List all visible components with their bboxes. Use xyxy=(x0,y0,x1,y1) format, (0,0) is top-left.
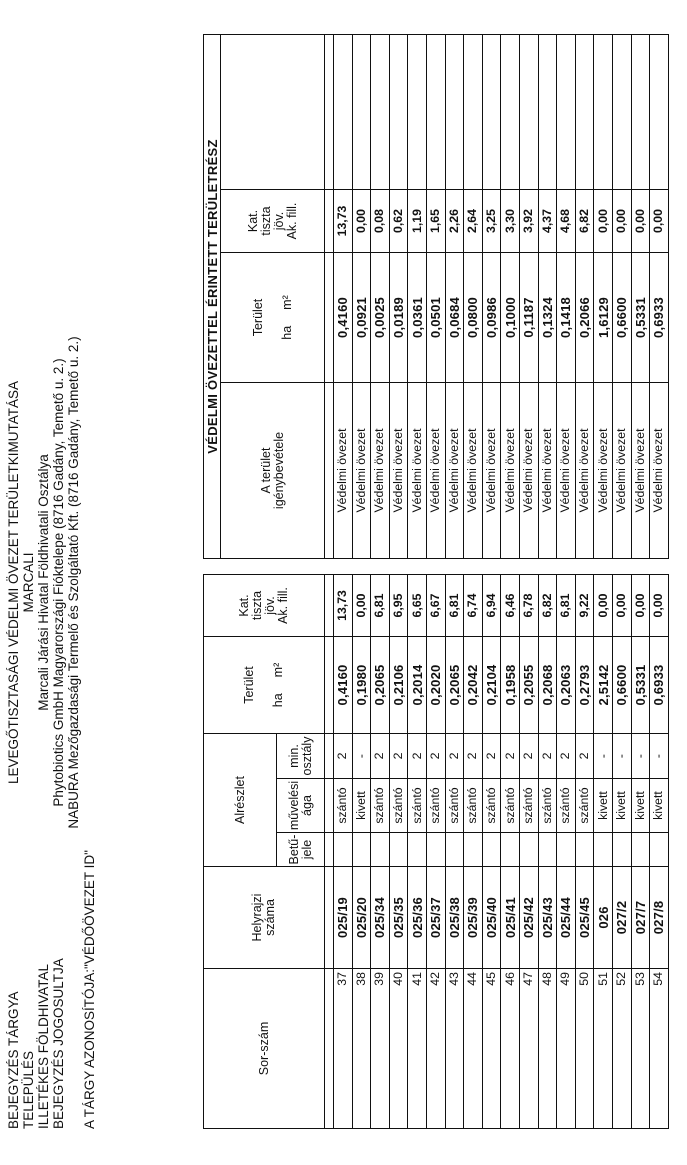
cell-muvelesi-aga: kivett xyxy=(352,779,371,833)
cell-v-kat-tiszta: 0,62 xyxy=(389,190,408,253)
cell-muvelesi-aga: szántó xyxy=(389,779,408,833)
cell-kat-tiszta: 13,73 xyxy=(334,575,353,637)
cell-terulet: 0,6600 xyxy=(612,637,631,734)
cell-gap xyxy=(594,559,613,575)
cell-sor-szam: 42 xyxy=(426,969,445,1129)
table-row xyxy=(334,34,353,1128)
cell-min-osztaly: 2 xyxy=(538,734,557,779)
cell-gap xyxy=(612,559,631,575)
spacer-row xyxy=(325,34,334,1128)
cell-v-terulet: 0,6600 xyxy=(612,253,631,383)
cell-v-kat-tiszta: 6,82 xyxy=(575,190,594,253)
cell-gap xyxy=(334,559,353,575)
table-row xyxy=(464,34,483,1128)
cell-kat-tiszta: 6,67 xyxy=(426,575,445,637)
cell-muvelesi-aga: szántó xyxy=(445,779,464,833)
cell-v-empty xyxy=(408,34,427,189)
cell-terulet: 0,2106 xyxy=(389,637,408,734)
cell-v-terulet: 0,0189 xyxy=(389,253,408,383)
cell-min-osztaly: - xyxy=(650,734,669,779)
cell-igenybevetel: Védelmi övezet xyxy=(575,383,594,559)
cell-min-osztaly: 2 xyxy=(575,734,594,779)
table-row xyxy=(408,34,427,1128)
cell-v-empty xyxy=(575,34,594,189)
cell-min-osztaly: 2 xyxy=(557,734,576,779)
cell-min-osztaly: - xyxy=(352,734,371,779)
cell-muvelesi-aga: kivett xyxy=(650,779,669,833)
cell-helyrajzi: 025/40 xyxy=(482,867,501,969)
cell-kat-tiszta: 6,81 xyxy=(371,575,390,637)
cell-betujele xyxy=(371,833,390,867)
cell-sor-szam: 52 xyxy=(612,969,631,1129)
cell-kat-tiszta: 9,22 xyxy=(575,575,594,637)
cell-min-osztaly: 2 xyxy=(334,734,353,779)
cell-betujele xyxy=(594,833,613,867)
cell-min-osztaly: 2 xyxy=(464,734,483,779)
table-row xyxy=(501,34,520,1128)
cell-sor-szam: 47 xyxy=(519,969,538,1129)
cell-kat-tiszta: 6,94 xyxy=(482,575,501,637)
cell-v-empty xyxy=(426,34,445,189)
cell-betujele xyxy=(426,833,445,867)
cell-muvelesi-aga: szántó xyxy=(557,779,576,833)
cell-terulet: 0,2042 xyxy=(464,637,483,734)
cell-helyrajzi: 025/35 xyxy=(389,867,408,969)
cell-v-terulet: 0,1324 xyxy=(538,253,557,383)
cell-igenybevetel: Védelmi övezet xyxy=(557,383,576,559)
cell-min-osztaly: - xyxy=(594,734,613,779)
cell-v-terulet: 0,1418 xyxy=(557,253,576,383)
cell-helyrajzi: 025/43 xyxy=(538,867,557,969)
cell-helyrajzi: 026 xyxy=(594,867,613,969)
cell-terulet: 0,2104 xyxy=(482,637,501,734)
cell-v-kat-tiszta: 3,25 xyxy=(482,190,501,253)
cell-v-kat-tiszta: 4,37 xyxy=(538,190,557,253)
cell-v-empty xyxy=(389,34,408,189)
table-row xyxy=(575,34,594,1128)
cell-igenybevetel: Védelmi övezet xyxy=(445,383,464,559)
cell-betujele xyxy=(538,833,557,867)
cell-betujele xyxy=(445,833,464,867)
cell-v-terulet: 0,0025 xyxy=(371,253,390,383)
cell-muvelesi-aga: szántó xyxy=(426,779,445,833)
cell-kat-tiszta: 0,00 xyxy=(650,575,669,637)
header-sor-szam: Sor-szám xyxy=(204,969,325,1129)
cell-v-empty xyxy=(594,34,613,189)
cell-v-empty xyxy=(650,34,669,189)
cell-helyrajzi: 025/45 xyxy=(575,867,594,969)
cell-helyrajzi: 025/44 xyxy=(557,867,576,969)
cell-igenybevetel: Védelmi övezet xyxy=(650,383,669,559)
table-row xyxy=(538,34,557,1128)
cell-igenybevetel: Védelmi övezet xyxy=(538,383,557,559)
cell-gap xyxy=(557,559,576,575)
cell-helyrajzi: 025/37 xyxy=(426,867,445,969)
header-muvelesi-aga: művelési ága xyxy=(277,779,325,833)
cell-min-osztaly: 2 xyxy=(371,734,390,779)
label-telepules: TELEPÜLÉS xyxy=(21,1050,36,1129)
cell-sor-szam: 50 xyxy=(575,969,594,1129)
cell-terulet: 0,1980 xyxy=(352,637,371,734)
cell-igenybevetel: Védelmi övezet xyxy=(408,383,427,559)
cell-kat-tiszta: 0,00 xyxy=(612,575,631,637)
cell-muvelesi-aga: szántó xyxy=(371,779,390,833)
cell-sor-szam: 48 xyxy=(538,969,557,1129)
header-kat-tiszta: Kat. tiszta jöv. Ak. fill. xyxy=(204,575,325,637)
cell-terulet: 0,5331 xyxy=(631,637,650,734)
cell-v-terulet: 0,2066 xyxy=(575,253,594,383)
table-row xyxy=(557,34,576,1128)
cell-betujele xyxy=(575,833,594,867)
cell-sor-szam: 40 xyxy=(389,969,408,1129)
cell-betujele xyxy=(334,833,353,867)
cell-gap xyxy=(650,559,669,575)
cell-igenybevetel: Védelmi övezet xyxy=(352,383,371,559)
cell-v-kat-tiszta: 3,92 xyxy=(519,190,538,253)
header-min-osztaly: min. osztály xyxy=(277,734,325,779)
cell-betujele xyxy=(612,833,631,867)
cell-v-kat-tiszta: 3,30 xyxy=(501,190,520,253)
cell-v-kat-tiszta: 0,00 xyxy=(612,190,631,253)
cell-v-terulet: 0,0361 xyxy=(408,253,427,383)
cell-terulet: 0,2020 xyxy=(426,637,445,734)
holder-value-1: Phytobiotics GmbH Magyarországi Fióktelepe (8716 Gadány, Temető u. 2.) xyxy=(51,358,66,807)
header-vedelmi-group: VÉDELMI ÖVEZETTEL ÉRINTETT TERÜLETRÉSZ xyxy=(204,34,221,558)
label-targya: BEJEGYZÉS TÁRGYA xyxy=(6,991,21,1129)
cell-kat-tiszta: 0,00 xyxy=(631,575,650,637)
cell-helyrajzi: 025/42 xyxy=(519,867,538,969)
cell-min-osztaly: 2 xyxy=(501,734,520,779)
cell-igenybevetel: Védelmi övezet xyxy=(631,383,650,559)
cell-sor-szam: 38 xyxy=(352,969,371,1129)
cell-helyrajzi: 025/39 xyxy=(464,867,483,969)
table-row xyxy=(594,34,613,1128)
cell-min-osztaly: 2 xyxy=(426,734,445,779)
cell-helyrajzi: 025/34 xyxy=(371,867,390,969)
table-row xyxy=(650,34,669,1128)
cell-v-terulet: 0,0501 xyxy=(426,253,445,383)
cell-muvelesi-aga: szántó xyxy=(519,779,538,833)
cell-muvelesi-aga: kivett xyxy=(631,779,650,833)
cell-igenybevetel: Védelmi övezet xyxy=(426,383,445,559)
cell-sor-szam: 39 xyxy=(371,969,390,1129)
cell-sor-szam: 46 xyxy=(501,969,520,1129)
table-row xyxy=(352,34,371,1128)
cell-igenybevetel: Védelmi övezet xyxy=(501,383,520,559)
cell-betujele xyxy=(631,833,650,867)
cell-helyrajzi: 027/2 xyxy=(612,867,631,969)
cell-gap xyxy=(538,559,557,575)
cell-kat-tiszta: 0,00 xyxy=(594,575,613,637)
cell-min-osztaly: 2 xyxy=(482,734,501,779)
table-row xyxy=(371,34,390,1128)
cell-gap xyxy=(426,559,445,575)
cell-v-empty xyxy=(538,34,557,189)
cell-v-kat-tiszta: 1,65 xyxy=(426,190,445,253)
cell-sor-szam: 41 xyxy=(408,969,427,1129)
cell-min-osztaly: - xyxy=(612,734,631,779)
cell-v-terulet: 0,0684 xyxy=(445,253,464,383)
cell-betujele xyxy=(408,833,427,867)
cell-min-osztaly: 2 xyxy=(389,734,408,779)
cell-igenybevetel: Védelmi övezet xyxy=(519,383,538,559)
cell-terulet: 2,5142 xyxy=(594,637,613,734)
cell-v-kat-tiszta: 0,00 xyxy=(352,190,371,253)
cell-min-osztaly: 2 xyxy=(519,734,538,779)
header-betujele: Betű- jele xyxy=(277,833,325,867)
cell-v-empty xyxy=(445,34,464,189)
object-identifier: A TÁRGY AZONOSÍTÓJA:"VÉDŐÖVEZET ID" xyxy=(82,850,97,1129)
label-foldhivatal: ILLETÉKES FÖLDHIVATAL xyxy=(36,963,51,1129)
cell-kat-tiszta: 6,46 xyxy=(501,575,520,637)
cell-betujele xyxy=(557,833,576,867)
cell-terulet: 0,2068 xyxy=(538,637,557,734)
cell-kat-tiszta: 6,74 xyxy=(464,575,483,637)
cell-gap xyxy=(464,559,483,575)
table-row xyxy=(389,34,408,1128)
header-v-kat-tiszta: Kat. tiszta jöv. Ak. fill. xyxy=(221,190,325,253)
cell-muvelesi-aga: kivett xyxy=(594,779,613,833)
cell-v-kat-tiszta: 0,08 xyxy=(371,190,390,253)
cell-v-kat-tiszta: 13,73 xyxy=(334,190,353,253)
label-jogosult: BEJEGYZÉS JOGOSULTJA xyxy=(51,958,66,1129)
cell-v-terulet: 0,0921 xyxy=(352,253,371,383)
cell-helyrajzi: 027/8 xyxy=(650,867,669,969)
cell-gap xyxy=(575,559,594,575)
cell-min-osztaly: 2 xyxy=(445,734,464,779)
cell-min-osztaly: - xyxy=(631,734,650,779)
cell-helyrajzi: 025/41 xyxy=(501,867,520,969)
cell-helyrajzi: 025/20 xyxy=(352,867,371,969)
holder-value-2: NABURA Mezőgazdasági Termelő és Szolgáltató Kft. (8716 Gadány, Temető u. 2.) xyxy=(66,336,81,829)
cell-v-kat-tiszta: 1,19 xyxy=(408,190,427,253)
cell-muvelesi-aga: szántó xyxy=(538,779,557,833)
table-row xyxy=(445,34,464,1128)
cell-betujele xyxy=(464,833,483,867)
cell-helyrajzi: 027/7 xyxy=(631,867,650,969)
cell-sor-szam: 53 xyxy=(631,969,650,1129)
cell-betujele xyxy=(519,833,538,867)
cell-sor-szam: 51 xyxy=(594,969,613,1129)
header-gap xyxy=(204,559,325,575)
cell-v-terulet: 0,0986 xyxy=(482,253,501,383)
header-v-empty xyxy=(221,34,325,189)
cell-betujele xyxy=(482,833,501,867)
cell-v-empty xyxy=(501,34,520,189)
cell-helyrajzi: 025/19 xyxy=(334,867,353,969)
cell-muvelesi-aga: szántó xyxy=(575,779,594,833)
cell-betujele xyxy=(389,833,408,867)
cell-igenybevetel: Védelmi övezet xyxy=(334,383,353,559)
cell-gap xyxy=(389,559,408,575)
cell-terulet: 0,2014 xyxy=(408,637,427,734)
land-office-value: Marcali Járási Hivatal Földhivatali Osztálya xyxy=(36,454,51,711)
cell-betujele xyxy=(650,833,669,867)
cell-terulet: 0,2065 xyxy=(371,637,390,734)
cell-muvelesi-aga: szántó xyxy=(464,779,483,833)
cell-v-empty xyxy=(334,34,353,189)
cell-kat-tiszta: 6,95 xyxy=(389,575,408,637)
cell-helyrajzi: 025/38 xyxy=(445,867,464,969)
cell-v-kat-tiszta: 0,00 xyxy=(631,190,650,253)
cell-kat-tiszta: 0,00 xyxy=(352,575,371,637)
cell-v-terulet: 0,6933 xyxy=(650,253,669,383)
cell-terulet: 0,2065 xyxy=(445,637,464,734)
settlement-value: MARCALI xyxy=(21,552,36,613)
cell-v-kat-tiszta: 0,00 xyxy=(594,190,613,253)
cell-muvelesi-aga: szántó xyxy=(334,779,353,833)
header-helyrajzi: Helyrajzi száma xyxy=(204,867,325,969)
cell-gap xyxy=(501,559,520,575)
cell-igenybevetel: Védelmi övezet xyxy=(482,383,501,559)
table-row xyxy=(631,34,650,1128)
document-title: LEVEGŐTISZTASÁGI VÉDELMI ÖVEZET TERÜLETKIMUTATÁSA xyxy=(6,380,21,785)
cell-kat-tiszta: 6,81 xyxy=(557,575,576,637)
cell-sor-szam: 43 xyxy=(445,969,464,1129)
cell-v-empty xyxy=(371,34,390,189)
cell-gap xyxy=(445,559,464,575)
header-terulet: Terület ham² xyxy=(204,637,325,734)
cell-v-empty xyxy=(482,34,501,189)
cell-kat-tiszta: 6,78 xyxy=(519,575,538,637)
cell-gap xyxy=(631,559,650,575)
cell-v-terulet: 0,4160 xyxy=(334,253,353,383)
cell-v-empty xyxy=(464,34,483,189)
cell-v-empty xyxy=(557,34,576,189)
cell-v-kat-tiszta: 0,00 xyxy=(650,190,669,253)
cell-kat-tiszta: 6,65 xyxy=(408,575,427,637)
cell-muvelesi-aga: szántó xyxy=(482,779,501,833)
header-v-terulet: Terület ham² xyxy=(221,253,325,383)
cell-gap xyxy=(371,559,390,575)
cell-terulet: 0,2063 xyxy=(557,637,576,734)
cell-gap xyxy=(519,559,538,575)
table-row xyxy=(612,34,631,1128)
cell-terulet: 0,1958 xyxy=(501,637,520,734)
cell-gap xyxy=(408,559,427,575)
cell-kat-tiszta: 6,82 xyxy=(538,575,557,637)
cell-v-kat-tiszta: 2,64 xyxy=(464,190,483,253)
cell-v-kat-tiszta: 4,68 xyxy=(557,190,576,253)
table-row xyxy=(519,34,538,1128)
cell-sor-szam: 37 xyxy=(334,969,353,1129)
cell-betujele xyxy=(352,833,371,867)
cell-v-empty xyxy=(612,34,631,189)
cell-sor-szam: 44 xyxy=(464,969,483,1129)
cell-kat-tiszta: 6,81 xyxy=(445,575,464,637)
cell-betujele xyxy=(501,833,520,867)
cell-igenybevetel: Védelmi övezet xyxy=(371,383,390,559)
cell-igenybevetel: Védelmi övezet xyxy=(389,383,408,559)
cell-igenybevetel: Védelmi övezet xyxy=(612,383,631,559)
cell-v-kat-tiszta: 2,26 xyxy=(445,190,464,253)
cell-min-osztaly: 2 xyxy=(408,734,427,779)
cell-v-empty xyxy=(519,34,538,189)
cell-gap xyxy=(482,559,501,575)
cell-v-terulet: 0,0800 xyxy=(464,253,483,383)
cell-terulet: 0,6933 xyxy=(650,637,669,734)
cell-v-terulet: 0,1000 xyxy=(501,253,520,383)
cell-muvelesi-aga: szántó xyxy=(408,779,427,833)
cell-igenybevetel: Védelmi övezet xyxy=(464,383,483,559)
cell-muvelesi-aga: szántó xyxy=(501,779,520,833)
cell-v-empty xyxy=(631,34,650,189)
cell-igenybevetel: Védelmi övezet xyxy=(594,383,613,559)
table-body xyxy=(334,34,669,1128)
header-alreszlet: Alrészlet xyxy=(204,734,277,867)
cell-v-terulet: 0,5331 xyxy=(631,253,650,383)
cell-sor-szam: 45 xyxy=(482,969,501,1129)
cell-v-empty xyxy=(352,34,371,189)
table-row xyxy=(426,34,445,1128)
cell-v-terulet: 1,6129 xyxy=(594,253,613,383)
cell-v-terulet: 0,1187 xyxy=(519,253,538,383)
cell-terulet: 0,4160 xyxy=(334,637,353,734)
table-row xyxy=(482,34,501,1128)
cell-terulet: 0,2793 xyxy=(575,637,594,734)
land-table xyxy=(203,34,669,1129)
cell-gap xyxy=(352,559,371,575)
cell-helyrajzi: 025/36 xyxy=(408,867,427,969)
cell-sor-szam: 49 xyxy=(557,969,576,1129)
cell-sor-szam: 54 xyxy=(650,969,669,1129)
header-igenybevetel: A terület igénybevétele xyxy=(221,383,325,559)
cell-terulet: 0,2055 xyxy=(519,637,538,734)
cell-muvelesi-aga: kivett xyxy=(612,779,631,833)
